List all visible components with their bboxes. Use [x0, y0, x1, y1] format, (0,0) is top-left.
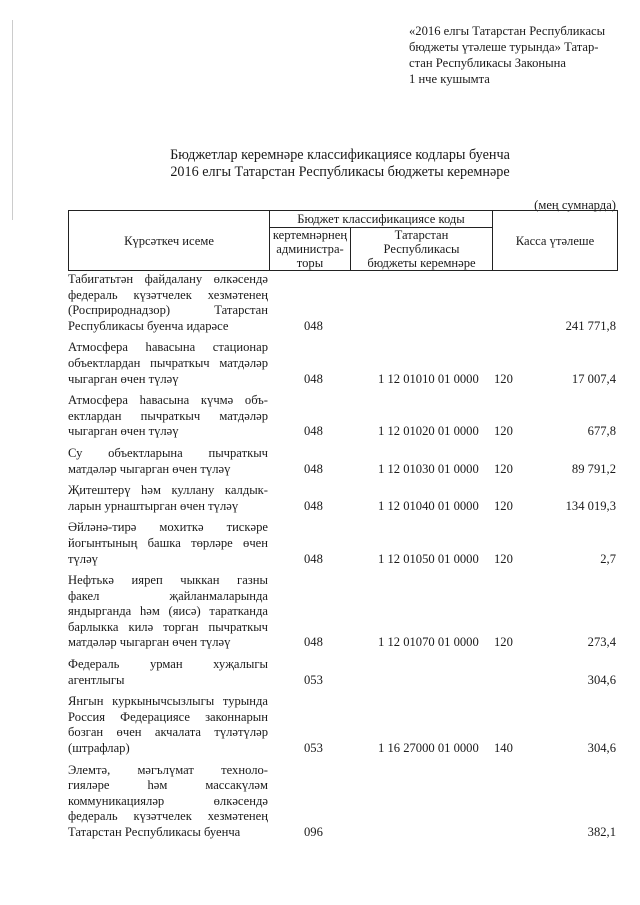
row-name-line: Табигатьтән файдалану өлкәсендә [68, 272, 268, 286]
row-name [68, 694, 268, 756]
row-type: 140 [494, 741, 513, 756]
row-admin: 048 [304, 424, 323, 439]
row-name-line: чыгарган өчен түләү [68, 371, 179, 386]
row-name-line: (штрафлар) [68, 741, 130, 756]
row-admin: 048 [304, 551, 323, 566]
scan-margin-line [12, 20, 13, 220]
row-code: 1 16 27000 01 0000 [378, 741, 479, 756]
row-name-line: Җитештерү һәм куллану калдык- [68, 483, 268, 498]
row-type: 120 [494, 424, 513, 439]
row-name-line: федераль күзәтчелек хезмәтенең [68, 809, 268, 824]
row-name-line: матдәләр чыгарган өчен түләү [68, 635, 231, 650]
table-row [68, 520, 618, 567]
table-row [68, 763, 618, 841]
row-name-line: ларын урнаштырган өчен түләү [68, 498, 239, 513]
row-value: 17 007,4 [571, 371, 616, 386]
row-admin: 096 [304, 825, 323, 839]
table-body [68, 272, 618, 847]
row-code: 1 12 01010 01 0000 [378, 371, 479, 386]
row-admin: 048 [304, 371, 323, 386]
row-name-line: Атмосфера һавасына стационар [68, 340, 268, 355]
row-type: 120 [494, 551, 513, 566]
header-group: Бюджет классификациясе коды [270, 211, 493, 228]
row-admin: 048 [304, 461, 323, 476]
row-admin: 053 [304, 741, 323, 756]
table-row [68, 446, 618, 477]
row-name [68, 520, 268, 567]
row-code: 1 12 01040 01 0000 [378, 498, 479, 513]
row-name-line: Республикасы буенча идарәсе [68, 318, 229, 333]
row-name-line: ектлардан пычраткыч матдәләр [68, 408, 268, 423]
row-name-line: Атмосфера һавасына күчмә объ- [68, 393, 268, 408]
row-code: 1 12 01020 01 0000 [378, 424, 479, 439]
row-value: 89 791,2 [571, 461, 616, 476]
row-name-line: Федераль урман хуҗалыгы [68, 657, 268, 672]
row-name-line: Россия Федерациясе законнарын [68, 709, 268, 724]
annex-line: 1 нче кушымта [409, 72, 490, 86]
row-name-line: Элемтә, мәгълүмат техноло- [68, 762, 268, 777]
row-type: 120 [494, 498, 513, 513]
table-header [68, 210, 618, 271]
row-name-line: түләү [68, 551, 98, 566]
row-admin: 048 [304, 318, 323, 333]
row-value: 2,7 [600, 551, 616, 566]
row-name [68, 763, 268, 841]
header-code: Татарстан Республикасы бюджеты керемнәре [351, 228, 493, 271]
row-name-line: гияләре һәм массакүләм [68, 778, 268, 793]
row-value: 273,4 [587, 635, 616, 650]
row-name-line: бозган өчен акчалата түләтүләр [68, 725, 268, 740]
row-code: 1 12 01050 01 0000 [378, 551, 479, 566]
row-name [68, 393, 268, 440]
page-title [0, 147, 640, 181]
row-name-line: матдәләр чыгарган өчен түләү [68, 461, 231, 476]
row-name-line: федераль күзәтчелек хезмәтенең [68, 287, 268, 302]
row-value: 382,1 [587, 825, 616, 839]
row-name-line: Әйләнә-тирә мохиткә тискәре [68, 520, 268, 535]
row-name-line: факел җайланмаларында [68, 588, 268, 603]
table-row [68, 483, 618, 514]
row-name [68, 573, 268, 651]
row-name [68, 272, 268, 334]
annex-line: стан Республикасы Законына [409, 56, 566, 70]
row-name-line: барлыкка килә торган пычраткыч [68, 619, 268, 634]
table-row [68, 573, 618, 651]
row-name-line: объектлардан пычраткыч матдәләр [68, 355, 268, 370]
row-type: 120 [494, 635, 513, 650]
row-value: 304,6 [587, 672, 616, 687]
row-type: 120 [494, 371, 513, 386]
row-value: 241 771,8 [565, 318, 616, 333]
row-name [68, 340, 268, 387]
row-name-line: Янгын куркынычсызлыгы турында [68, 694, 268, 709]
row-admin: 053 [304, 672, 323, 687]
row-code: 1 12 01030 01 0000 [378, 461, 479, 476]
header-admin: кертемнәрнең администра-торы [270, 228, 351, 271]
row-name [68, 483, 268, 514]
units-note: (мең сумнарда) [534, 198, 616, 212]
table-row [68, 272, 618, 334]
row-name-line: Нефтькә ияреп чыккан газны [68, 573, 268, 588]
table-row [68, 340, 618, 387]
row-type: 120 [494, 461, 513, 476]
row-name-line: йогынтының башка төрләре өчен [68, 535, 268, 550]
row-name-line: (Росприроднадзор) Татарстан [68, 303, 268, 318]
row-name [68, 657, 268, 688]
row-name-line: коммуникацияләр өлкәсендә [68, 793, 268, 808]
row-code: 1 12 01070 01 0000 [378, 635, 479, 650]
annex-note [409, 23, 605, 87]
row-name-line: агентлыгы [68, 672, 125, 687]
row-admin: 048 [304, 498, 323, 513]
table-row [68, 657, 618, 688]
header-name: Күрсәткеч исеме [69, 211, 270, 271]
row-value: 677,8 [587, 424, 616, 439]
row-name-line: Татарстан Республикасы буенча [68, 825, 241, 839]
row-admin: 048 [304, 635, 323, 650]
title-line: 2016 елгы Татарстан Республикасы бюджеты керемнәре [170, 164, 510, 180]
row-value: 134 019,3 [565, 498, 616, 513]
table-row [68, 393, 618, 440]
title-line: Бюджетлар керемнәре классификациясе кодлары буенча [170, 147, 510, 163]
row-name-line: яндырганда һәм (яисә) таратканда [68, 604, 268, 619]
header-kassa: Касса үтәлеше [493, 211, 618, 271]
table-row [68, 694, 618, 756]
row-name-line: Су объектларына пычраткыч [68, 445, 268, 460]
row-name-line: чыгарган өчен түләү [68, 424, 179, 439]
annex-line: «2016 елгы Татарстан Республикасы [409, 24, 606, 38]
annex-line: бюджеты үтәлеше турында» Татар- [409, 40, 599, 54]
row-value: 304,6 [587, 741, 616, 756]
row-name [68, 446, 268, 477]
